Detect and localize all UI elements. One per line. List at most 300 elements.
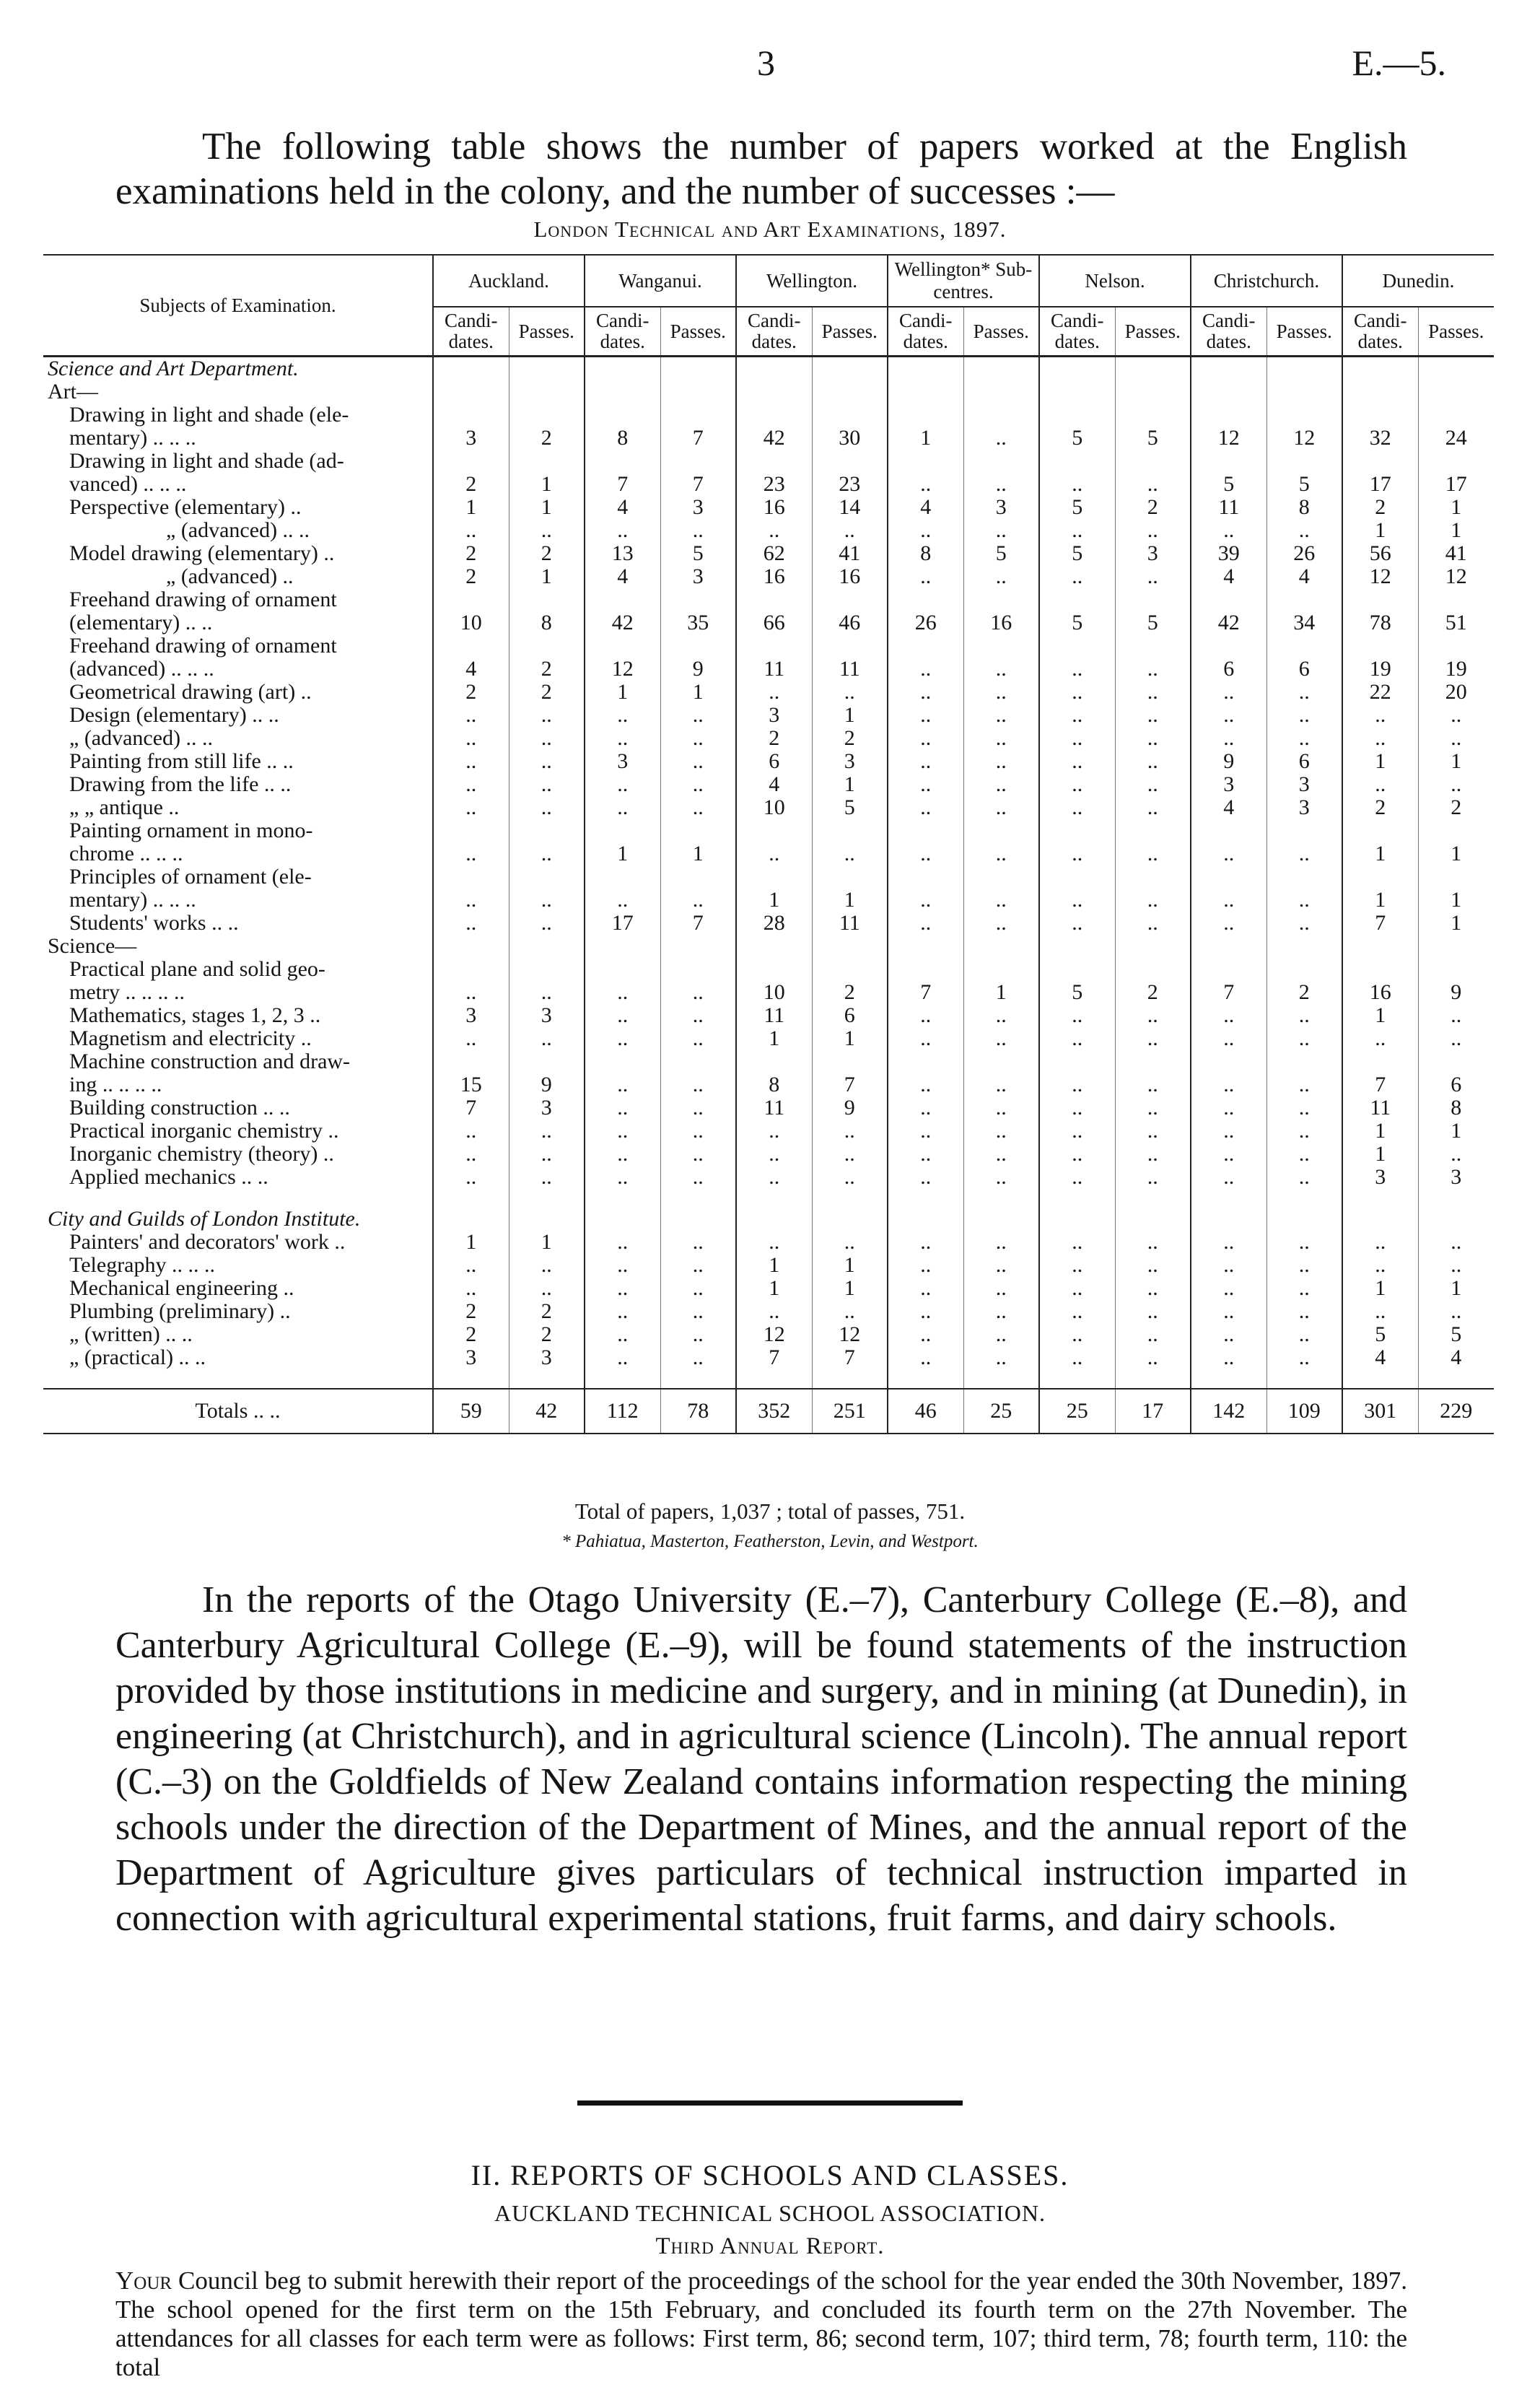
empty-cell <box>812 1208 888 1231</box>
passes-value: .. <box>660 1346 736 1369</box>
passes-value: .. <box>1418 1143 1494 1166</box>
passes-value: .. <box>660 1004 736 1027</box>
candidates-value: 2 <box>433 1300 509 1323</box>
empty-cell <box>1039 935 1115 958</box>
passes-header: Passes. <box>1115 307 1191 357</box>
passes-value: .. <box>1115 681 1191 704</box>
passes-value: .. <box>1418 1027 1494 1050</box>
passes-value: 12 <box>1418 565 1494 588</box>
candidates-value <box>1039 819 1115 842</box>
candidates-value <box>1191 819 1266 842</box>
passes-value: .. <box>963 704 1039 727</box>
passes-value: .. <box>660 773 736 796</box>
empty-cell <box>1191 1369 1266 1389</box>
passes-value <box>509 450 585 473</box>
table-title: London Technical and Art Examinations, 1897. <box>533 217 1007 242</box>
passes-value <box>1266 958 1342 981</box>
candidates-value <box>1039 450 1115 473</box>
passes-value <box>1266 403 1342 427</box>
passes-value <box>1418 634 1494 658</box>
candidates-value: .. <box>1039 1231 1115 1254</box>
passes-value: 1 <box>1418 750 1494 773</box>
candidates-value <box>585 958 660 981</box>
candidates-value: .. <box>585 889 660 912</box>
empty-cell <box>433 357 509 381</box>
passes-value <box>1115 865 1191 889</box>
table-row <box>43 1254 1494 1277</box>
passes-value: 5 <box>1115 427 1191 450</box>
table-row <box>43 1300 1494 1323</box>
empty-cell <box>1418 935 1494 958</box>
candidates-value: .. <box>1039 1277 1115 1300</box>
passes-value: .. <box>1115 889 1191 912</box>
passes-value: .. <box>509 796 585 819</box>
empty-cell <box>1266 1369 1342 1389</box>
candidates-value: 3 <box>736 704 812 727</box>
passes-value: .. <box>1418 1231 1494 1254</box>
empty-cell <box>736 1369 812 1389</box>
candidates-value: .. <box>433 727 509 750</box>
candidates-value: 112 <box>585 1389 660 1434</box>
candidates-value: 5 <box>1039 611 1115 634</box>
subject-label: Plumbing (preliminary) .. <box>69 1300 291 1323</box>
passes-value: 7 <box>660 912 736 935</box>
passes-value: 20 <box>1418 681 1494 704</box>
candidates-value <box>888 634 963 658</box>
candidates-value: 28 <box>736 912 812 935</box>
candidates-header: Candi-dates. <box>1039 307 1115 357</box>
candidates-value: 4 <box>888 496 963 519</box>
candidates-value: 1 <box>736 1277 812 1300</box>
passes-value: .. <box>1266 727 1342 750</box>
passes-value: 46 <box>812 611 888 634</box>
table-row <box>43 1277 1494 1300</box>
empty-cell <box>509 935 585 958</box>
empty-cell <box>1418 380 1494 403</box>
passes-value <box>963 865 1039 889</box>
candidates-value: .. <box>1191 1027 1266 1050</box>
candidates-value: .. <box>1039 796 1115 819</box>
table-row <box>43 1323 1494 1346</box>
candidates-value <box>1342 819 1418 842</box>
candidates-value <box>1342 450 1418 473</box>
candidates-value: .. <box>585 1166 660 1189</box>
passes-value: .. <box>1115 473 1191 496</box>
empty-cell <box>660 1369 736 1389</box>
association-heading: AUCKLAND TECHNICAL SCHOOL ASSOCIATION. <box>494 2200 1046 2226</box>
passes-value <box>509 403 585 427</box>
passes-value: 9 <box>509 1073 585 1096</box>
candidates-value <box>1191 865 1266 889</box>
candidates-value: 4 <box>585 565 660 588</box>
candidates-value: 7 <box>1191 981 1266 1004</box>
candidates-header: Candi-dates. <box>585 307 660 357</box>
candidates-value: .. <box>1191 519 1266 542</box>
candidates-value: .. <box>888 727 963 750</box>
empty-cell <box>736 357 812 381</box>
passes-value: .. <box>1115 1027 1191 1050</box>
passes-value: .. <box>1115 1166 1191 1189</box>
candidates-value: 3 <box>1342 1166 1418 1189</box>
candidates-value: 3 <box>433 1004 509 1027</box>
passes-value: 2 <box>1115 981 1191 1004</box>
candidates-header: Candi-dates. <box>888 307 963 357</box>
empty-cell <box>585 357 660 381</box>
passes-value: .. <box>1115 912 1191 935</box>
passes-value <box>963 634 1039 658</box>
spacer-cell <box>43 1369 433 1389</box>
passes-value: .. <box>1418 773 1494 796</box>
table-row <box>43 1346 1494 1369</box>
passes-value: 30 <box>812 427 888 450</box>
candidates-value: .. <box>1191 889 1266 912</box>
candidates-value: .. <box>1039 750 1115 773</box>
candidates-value: .. <box>1039 1143 1115 1166</box>
candidates-value <box>888 588 963 611</box>
candidates-header: Candi-dates. <box>736 307 812 357</box>
passes-value: .. <box>963 1027 1039 1050</box>
subject-label-continuation: ing .. .. .. .. <box>69 1073 162 1096</box>
passes-value <box>1115 588 1191 611</box>
table-row <box>43 1004 1494 1027</box>
candidates-value: 4 <box>433 658 509 681</box>
subject-label-continuation: chrome .. .. .. <box>69 842 183 865</box>
candidates-value: .. <box>1039 1096 1115 1120</box>
candidates-value <box>1191 450 1266 473</box>
passes-value: 42 <box>509 1389 585 1434</box>
passes-value <box>660 450 736 473</box>
passes-value: .. <box>812 681 888 704</box>
candidates-value: 2 <box>433 1323 509 1346</box>
candidates-value: .. <box>433 750 509 773</box>
passes-value: 7 <box>812 1073 888 1096</box>
passes-value: 229 <box>1418 1389 1494 1434</box>
passes-value <box>1418 819 1494 842</box>
passes-value: .. <box>660 1120 736 1143</box>
passes-value: 3 <box>1266 773 1342 796</box>
passes-value <box>1418 450 1494 473</box>
candidates-value: .. <box>1191 1120 1266 1143</box>
group-label: Science— <box>48 935 137 958</box>
candidates-value: 9 <box>1191 750 1266 773</box>
passes-value: .. <box>1115 796 1191 819</box>
candidates-value: .. <box>888 1120 963 1143</box>
passes-value <box>812 588 888 611</box>
candidates-value: 32 <box>1342 427 1418 450</box>
passes-value <box>660 588 736 611</box>
candidates-value: 17 <box>585 912 660 935</box>
candidates-value: .. <box>585 519 660 542</box>
table-row <box>43 912 1494 935</box>
candidates-value: 3 <box>433 1346 509 1369</box>
subject-label: Inorganic chemistry (theory) .. <box>69 1143 334 1166</box>
candidates-value: 66 <box>736 611 812 634</box>
table-row <box>43 796 1494 819</box>
candidates-value: .. <box>1191 1166 1266 1189</box>
subject-label: „ (advanced) .. <box>166 565 294 588</box>
passes-value: 2 <box>509 681 585 704</box>
candidates-value <box>433 403 509 427</box>
passes-value: .. <box>1115 773 1191 796</box>
candidates-value: .. <box>585 1300 660 1323</box>
candidates-value: 2 <box>433 542 509 565</box>
candidates-value: .. <box>1039 727 1115 750</box>
empty-cell <box>1266 380 1342 403</box>
passes-value: .. <box>963 750 1039 773</box>
passes-value: 1 <box>812 1277 888 1300</box>
candidates-value: .. <box>1039 1166 1115 1189</box>
passes-value: .. <box>963 565 1039 588</box>
candidates-value: .. <box>888 842 963 865</box>
candidates-value: .. <box>736 842 812 865</box>
location-header: Christchurch. <box>1191 255 1342 307</box>
location-header: Nelson. <box>1039 255 1191 307</box>
passes-value <box>1115 958 1191 981</box>
passes-value: .. <box>963 796 1039 819</box>
candidates-value <box>585 634 660 658</box>
passes-value: .. <box>660 1300 736 1323</box>
passes-value: .. <box>509 727 585 750</box>
candidates-value: .. <box>585 1096 660 1120</box>
passes-value: 3 <box>509 1346 585 1369</box>
passes-value: .. <box>660 519 736 542</box>
passes-value: .. <box>1418 727 1494 750</box>
empty-cell <box>509 1189 585 1208</box>
subject-label: „ (advanced) .. .. <box>166 519 310 542</box>
passes-value: 23 <box>812 473 888 496</box>
passes-value: .. <box>660 1143 736 1166</box>
passes-value: 1 <box>660 681 736 704</box>
location-header: Wellington* Sub-centres. <box>888 255 1039 307</box>
passes-value <box>1418 403 1494 427</box>
passes-value: .. <box>812 1143 888 1166</box>
table-row-continuation <box>43 427 1494 450</box>
empty-cell <box>1115 935 1191 958</box>
passes-value: .. <box>1115 658 1191 681</box>
passes-value <box>1115 450 1191 473</box>
spacer-cell <box>43 1189 433 1208</box>
candidates-value: .. <box>585 1004 660 1027</box>
candidates-value: 15 <box>433 1073 509 1096</box>
passes-value: .. <box>963 1231 1039 1254</box>
passes-value: .. <box>1115 565 1191 588</box>
candidates-value: 1 <box>1342 889 1418 912</box>
passes-value: 5 <box>1418 1323 1494 1346</box>
passes-value: 2 <box>1266 981 1342 1004</box>
table-row <box>43 727 1494 750</box>
empty-cell <box>1039 1189 1115 1208</box>
passes-value: .. <box>509 981 585 1004</box>
candidates-value: .. <box>736 1231 812 1254</box>
empty-cell <box>1115 1369 1191 1389</box>
passes-value: .. <box>963 773 1039 796</box>
empty-cell <box>1342 1208 1418 1231</box>
location-header: Auckland. <box>433 255 585 307</box>
candidates-value: .. <box>585 773 660 796</box>
passes-value <box>509 819 585 842</box>
passes-value: .. <box>963 1323 1039 1346</box>
passes-value: 9 <box>660 658 736 681</box>
empty-cell <box>660 1208 736 1231</box>
candidates-value: 16 <box>736 565 812 588</box>
candidates-value: .. <box>1039 1254 1115 1277</box>
subject-label: Painting ornament in mono- <box>69 819 313 842</box>
council-paragraph <box>115 2267 1407 2382</box>
page-number: 3 <box>757 43 775 83</box>
candidates-value: 1 <box>1342 1143 1418 1166</box>
passes-value: 41 <box>1418 542 1494 565</box>
passes-value: .. <box>509 912 585 935</box>
candidates-value <box>585 588 660 611</box>
empty-cell <box>963 935 1039 958</box>
passes-value: .. <box>1266 842 1342 865</box>
table-row <box>43 773 1494 796</box>
passes-value: 11 <box>812 658 888 681</box>
candidates-value: .. <box>1191 1323 1266 1346</box>
candidates-value: 5 <box>1039 542 1115 565</box>
candidates-value: 1 <box>736 1027 812 1050</box>
passes-value: .. <box>509 1027 585 1050</box>
candidates-value: .. <box>1342 704 1418 727</box>
passes-value: .. <box>1266 519 1342 542</box>
candidates-value: 1 <box>1342 1120 1418 1143</box>
passes-header: Passes. <box>1418 307 1494 357</box>
candidates-value: 10 <box>736 981 812 1004</box>
candidates-value <box>585 403 660 427</box>
passes-value: 3 <box>660 496 736 519</box>
passes-value: 12 <box>812 1323 888 1346</box>
empty-cell <box>1191 380 1266 403</box>
passes-value <box>660 819 736 842</box>
candidates-value: .. <box>433 519 509 542</box>
candidates-value: 1 <box>888 427 963 450</box>
empty-cell <box>1342 357 1418 381</box>
document-reference: E.—5. <box>1352 43 1446 83</box>
subject-label: Machine construction and draw- <box>69 1050 351 1073</box>
passes-value: .. <box>963 1004 1039 1027</box>
candidates-value: .. <box>433 1143 509 1166</box>
table-row-continuation <box>43 889 1494 912</box>
passes-value: .. <box>963 1096 1039 1120</box>
passes-value: .. <box>509 1143 585 1166</box>
candidates-value <box>585 450 660 473</box>
candidates-value <box>433 1050 509 1073</box>
empty-cell <box>812 357 888 381</box>
passes-value: 35 <box>660 611 736 634</box>
passes-value <box>1115 634 1191 658</box>
table-row-continuation <box>43 611 1494 634</box>
candidates-value: 1 <box>585 681 660 704</box>
candidates-value: .. <box>888 704 963 727</box>
passes-value: 2 <box>1418 796 1494 819</box>
passes-value: 3 <box>1266 796 1342 819</box>
table-row-continuation <box>43 1073 1494 1096</box>
passes-value: .. <box>509 750 585 773</box>
candidates-value <box>1342 403 1418 427</box>
passes-value <box>812 403 888 427</box>
candidates-value <box>888 403 963 427</box>
passes-header: Passes. <box>660 307 736 357</box>
passes-value: 2 <box>509 1323 585 1346</box>
passes-value: 1 <box>963 981 1039 1004</box>
candidates-value: 4 <box>1191 565 1266 588</box>
section-label: Science and Art Department. <box>48 357 299 380</box>
candidates-value: 2 <box>1342 796 1418 819</box>
table-row <box>43 1050 1494 1073</box>
candidates-value: .. <box>433 1027 509 1050</box>
candidates-value: 8 <box>585 427 660 450</box>
passes-value: .. <box>1115 727 1191 750</box>
candidates-value: .. <box>1039 1300 1115 1323</box>
candidates-value: 16 <box>1342 981 1418 1004</box>
candidates-value: .. <box>1039 681 1115 704</box>
passes-value: 5 <box>963 542 1039 565</box>
passes-value: 4 <box>1418 1346 1494 1369</box>
candidates-value: 301 <box>1342 1389 1418 1434</box>
candidates-value <box>1039 634 1115 658</box>
empty-cell <box>1191 1208 1266 1231</box>
reports-paragraph: In the reports of the Otago University (E.–7), Canterbury College (E.–8), and Canterbury Agricultural College (E.–9), will be found statements of the instruction provided by those institutions in medicine and surgery, and in mining (at Dunedin), in engineering (at Christchurch), and in agricultural science (Lincoln). The annual report (C.–3) on the Goldfields of New Zealand contains information respecting the mining schools under the direction of the Department of Mines, and the annual report of the Department of Agriculture gives particulars of technical instruction imparted in connection with agricultural experimental stations, fruit farms, and dairy schools. <box>115 1579 1407 1939</box>
candidates-value: .. <box>433 773 509 796</box>
passes-value <box>1115 403 1191 427</box>
candidates-value: 12 <box>1342 565 1418 588</box>
candidates-value <box>585 819 660 842</box>
candidates-value: .. <box>1342 1027 1418 1050</box>
candidates-value: .. <box>1191 1143 1266 1166</box>
candidates-value: 10 <box>736 796 812 819</box>
candidates-value <box>585 865 660 889</box>
passes-value <box>963 588 1039 611</box>
candidates-value: .. <box>888 565 963 588</box>
subject-label-continuation: metry .. .. .. .. <box>69 981 185 1004</box>
passes-value: 12 <box>1266 427 1342 450</box>
subject-label-continuation: vanced) .. .. .. <box>69 473 187 496</box>
table-row <box>43 450 1494 473</box>
passes-value: 34 <box>1266 611 1342 634</box>
candidates-value: 1 <box>736 1254 812 1277</box>
candidates-value: .. <box>888 1254 963 1277</box>
candidates-value: 2 <box>433 473 509 496</box>
passes-value: .. <box>509 773 585 796</box>
passes-value: 1 <box>1418 912 1494 935</box>
passes-value: .. <box>963 842 1039 865</box>
candidates-value: 1 <box>1342 1004 1418 1027</box>
candidates-value: 3 <box>433 427 509 450</box>
subject-label: Drawing in light and shade (ad- <box>69 450 344 473</box>
candidates-value: .. <box>1191 1004 1266 1027</box>
candidates-value <box>433 819 509 842</box>
passes-value: .. <box>509 1120 585 1143</box>
table-row <box>43 1027 1494 1050</box>
passes-value: 14 <box>812 496 888 519</box>
candidates-value: .. <box>888 773 963 796</box>
passes-value <box>660 634 736 658</box>
passes-value: 16 <box>812 565 888 588</box>
passes-value: .. <box>1115 842 1191 865</box>
subject-label: Principles of ornament (ele- <box>69 865 312 889</box>
passes-value: 6 <box>1266 750 1342 773</box>
passes-value: 1 <box>509 473 585 496</box>
passes-value <box>963 819 1039 842</box>
empty-cell <box>1418 357 1494 381</box>
candidates-value: 6 <box>736 750 812 773</box>
candidates-value: 46 <box>888 1389 963 1434</box>
subject-label: „ „ antique .. <box>69 796 180 819</box>
spacer-row <box>43 1369 1494 1389</box>
subject-label: Magnetism and electricity .. <box>69 1027 312 1050</box>
passes-value <box>1266 1050 1342 1073</box>
passes-value: .. <box>1266 681 1342 704</box>
